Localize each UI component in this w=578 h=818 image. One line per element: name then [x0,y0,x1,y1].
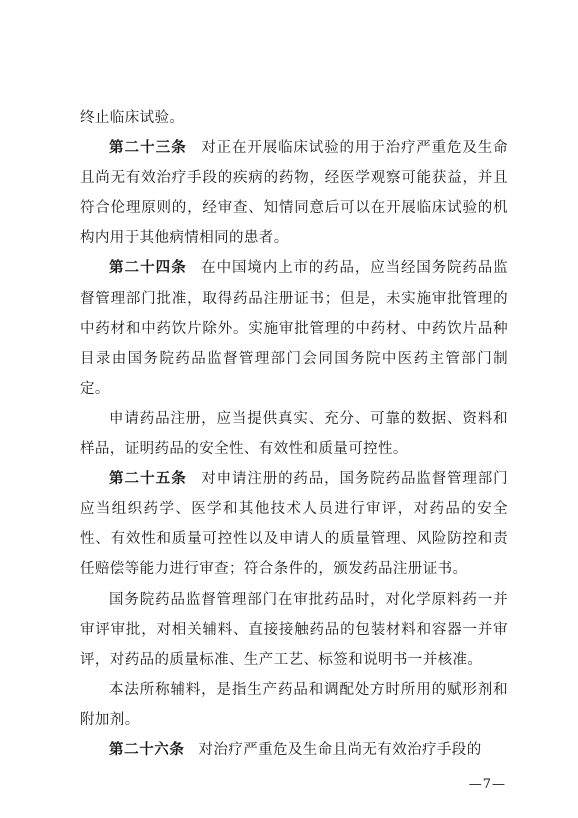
paragraph-text: 对申请注册的药品，国务院药品监督管理部门应当组织药学、医学和其他技术人员进行审评，对药品的安全性、有效性和质量可控性以及申请人的质量管理、风险防控和责任赔偿等能力进行审查；符合条件的，颁发药品注册证书。 [80,471,509,578]
page-number: —7— [468,777,506,792]
paragraph-text: 对治疗严重危及生命且尚无有效治疗手段的 [198,741,482,758]
article-heading: 第二十六条 [109,741,185,758]
paragraph-text: 本法所称辅料，是指生产药品和调配处方时所用的赋形剂和附加剂。 [80,681,508,728]
paragraph-excipients [80,675,508,735]
paragraph-article-26 [80,735,508,765]
paragraph-article-24 [80,253,508,403]
article-heading: 第二十三条 [109,140,187,157]
document-body [80,103,508,765]
paragraph-text: 终止临床试验。 [80,110,185,126]
article-heading: 第二十五条 [109,471,187,488]
paragraph-approval [80,585,508,675]
paragraph-text: 国务院药品监督管理部门在审批药品时，对化学原料药一并审评审批，对相关辅料、直接接触药品的包装材料和容器一并审评，对药品的质量标准、生产工艺、标签和说明书一并核准。 [80,591,508,668]
paragraph-text: 申请药品注册，应当提供真实、充分、可靠的数据、资料和样品，证明药品的安全性、有效性和质量可控性。 [80,410,508,458]
paragraph-text: 在中国境内上市的药品，应当经国务院药品监督管理部门批准，取得药品注册证书；但是，未实施审批管理的中药材和中药饮片除外。实施审批管理的中药材、中药饮片品种目录由国务院药品监督管理部门会同国务院中医药主管部门制定。 [80,260,509,397]
article-heading: 第二十四条 [109,260,187,277]
paragraph-article-25 [80,464,508,584]
paragraph-article-23 [80,133,508,253]
paragraph-text: 对正在开展临床试验的用于治疗严重危及生命且尚无有效治疗手段的疾病的药物，经医学观察可能获益，并且符合伦理原则的，经审查、知情同意后可以在开展临床试验的机构内用于其他病情相同的患者。 [80,140,509,247]
paragraph-1 [80,103,508,133]
paragraph-registration [80,404,508,464]
